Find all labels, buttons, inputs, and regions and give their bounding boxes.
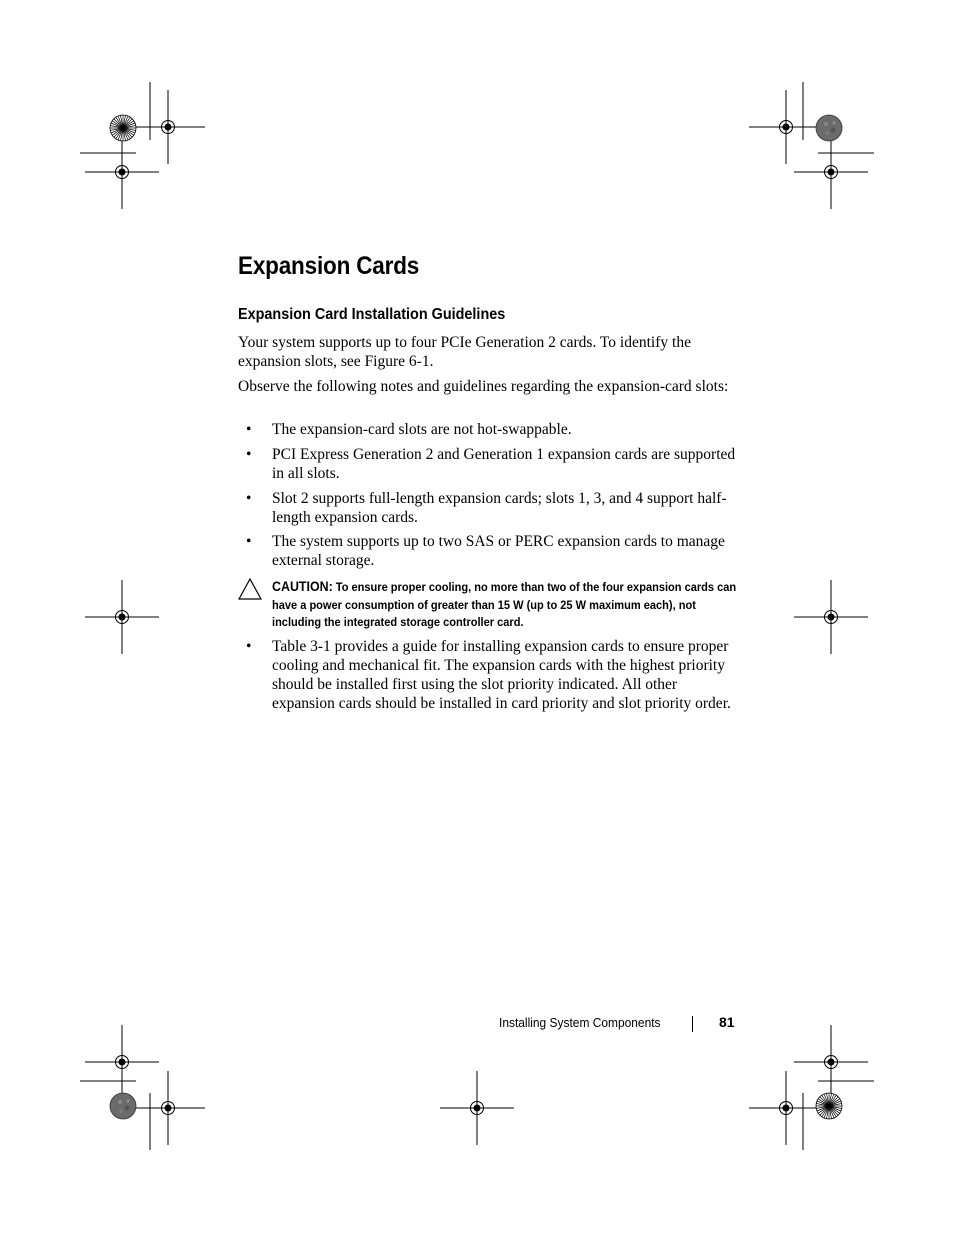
intro-paragraph: Your system supports up to four PCIe Generation 2 cards. To identify the expansion slots, see Figure 6-1. bbox=[238, 334, 691, 370]
list-item-text: Slot 2 supports full-length expansion cards; slots 1, 3, and 4 support half-length expansion cards. bbox=[272, 490, 727, 526]
list-item-text: Table 3-1 provides a guide for installing expansion cards to ensure proper cooling and mechanical fit. The expansion cards with the highest priority should be installed first using the slot priority indicated. All other expansion cards should be installed in card priority and slot priority order. bbox=[272, 638, 731, 712]
caution-triangle-icon bbox=[238, 578, 262, 600]
list-item-text: The system supports up to two SAS or PERC expansion cards to manage external storage. bbox=[272, 533, 725, 569]
list-item-text: The expansion-card slots are not hot-swappable. bbox=[272, 421, 572, 438]
bullet-icon: • bbox=[246, 533, 252, 550]
footer-divider bbox=[692, 1016, 693, 1032]
caution-label: CAUTION: bbox=[272, 579, 333, 594]
caution-text-block bbox=[272, 578, 741, 632]
footer-section: Installing System Components bbox=[499, 1015, 661, 1030]
list-item-text: PCI Express Generation 2 and Generation 1 expansion cards are supported in all slots. bbox=[272, 446, 736, 482]
page-number: 81 bbox=[719, 1014, 735, 1030]
bullet-icon: • bbox=[246, 638, 252, 655]
bullet-icon: • bbox=[246, 490, 252, 507]
caution-text: To ensure proper cooling, no more than two of the four expansion cards can have a power consumption of greater than 15 W (up to 25 W maximum each), not including the integrated storage controller card. bbox=[272, 580, 737, 629]
guidelines-paragraph: Observe the following notes and guidelines regarding the expansion-card slots: bbox=[238, 378, 729, 395]
bullet-icon: • bbox=[246, 446, 252, 463]
page-title: Expansion Cards bbox=[238, 252, 420, 280]
bullet-icon: • bbox=[246, 421, 252, 438]
section-heading: Expansion Card Installation Guidelines bbox=[238, 306, 506, 323]
